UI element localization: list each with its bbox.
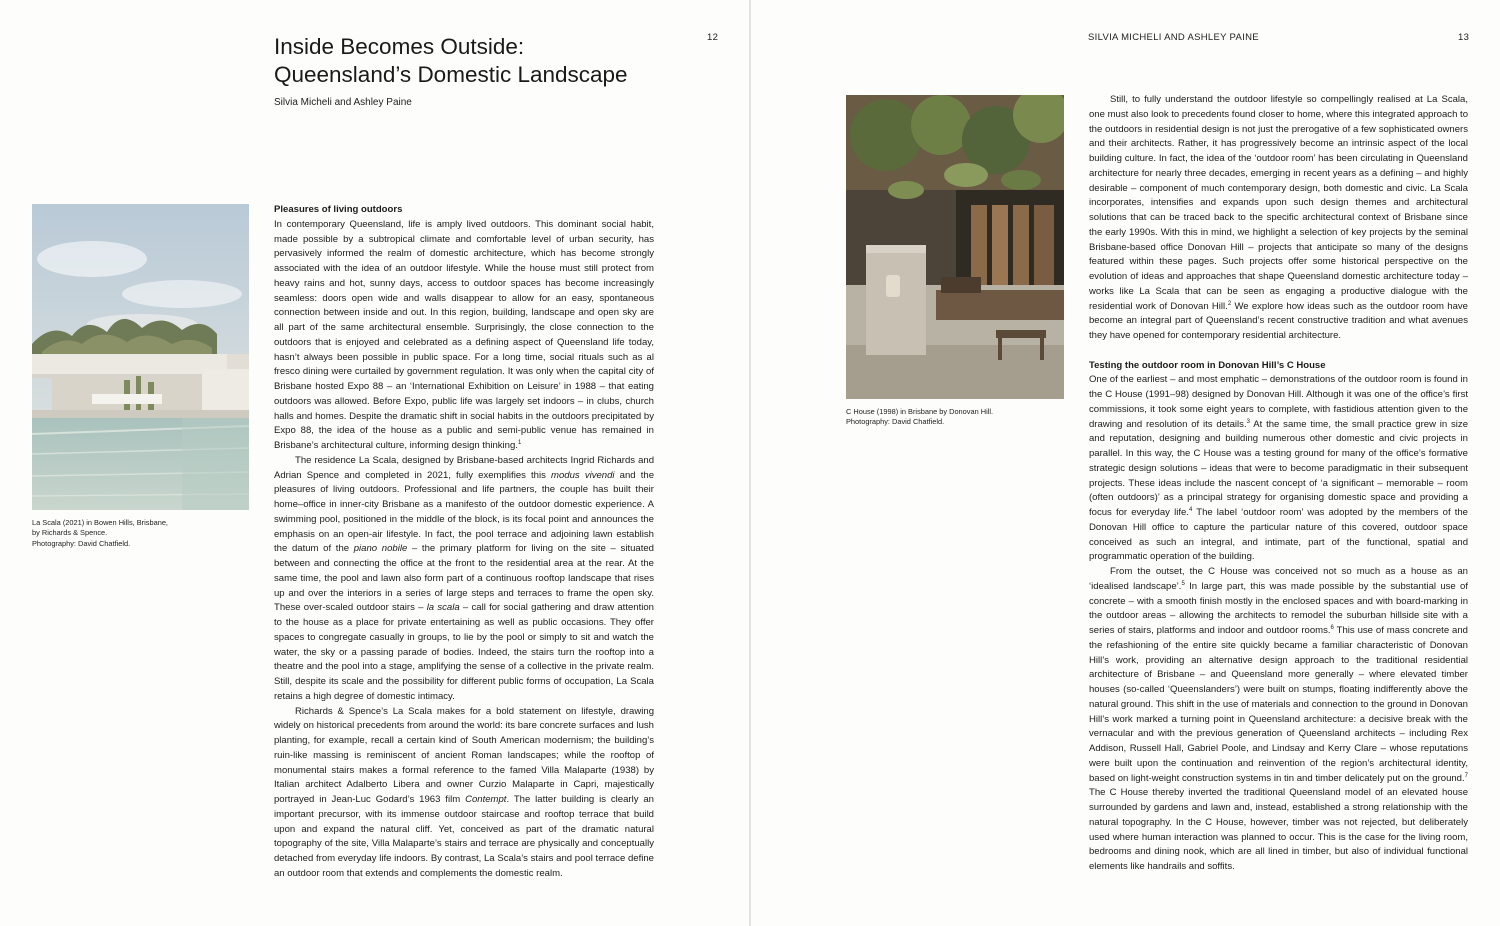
page-number-left: 12 bbox=[707, 32, 719, 43]
caption-line: C House (1998) in Brisbane by Donovan Hill. bbox=[846, 407, 994, 416]
caption-line: La Scala (2021) in Bowen Hills, Brisbane, bbox=[32, 518, 168, 527]
section-heading-c-house: Testing the outdoor room in Donovan Hill’s C House bbox=[1089, 359, 1326, 371]
la-scala-photo bbox=[32, 204, 249, 510]
title-line-1: Inside Becomes Outside: bbox=[274, 34, 525, 59]
paragraph: One of the earliest – and most emphatic – demonstrations of the outdoor room is found in the C House (1991–98) designed by Donovan Hill. Although it was one of the office’s first commissions, it took some eight years to complete, with fastidious attention given to the drawing and resolution of its details.$^3$ At the same time, the small practice grew in size and reputation, designing and building numerous other domestic and civic projects in parallel. In this way, the C House was a testing ground for many of the office’s formative strategic design solutions – ideas that were to become paradigmatic in their subsequent projects. These ideas include the nascent concept of ‘a significant – memorable – room (often outdoors)’ as a principal strategy for organising domestic space and providing a focus for everyday life.$^4$ The label ‘outdoor room’ was adopted by the members of the Donovan Hill office to capture the particular nature of this covered, outdoor space conceived as such an integral, and intimate, part of the functional, spatial and programmatic operation of the building. bbox=[1089, 374, 1468, 563]
c-house-illustration bbox=[846, 95, 1064, 399]
paragraph: In contemporary Queensland, life is amply lived outdoors. This dominant social habit, made possible by a subtropical climate and comfortable level of urban security, has pervasively informed the realm of domestic architecture, which has become strongly associated with the idea of an outdoor lifestyle. While the house must still protect from heavy rains and hot, sunny days, access to outdoor spaces has become increasingly seamless: doors open wide and walls disappear to allow for an easy, spontaneous connection between inside and out. In this region, building, landscape and open sky are all part of the same architectural ensemble. Surprisingly, the close connection to the outdoors that is enjoyed and celebrated as a defining aspect of Queensland life today, hasn’t always been possible in public space. For a long time, social rituals such as al fresco dining were curtailed by government regulation. It was only when the capital city of Brisbane hosted Expo 88 – an ‘International Exhibition on Leisure’ in 1988 – that eating outdoors was allowed. Before Expo, public life was largely set indoors – in clubs, church halls and homes. Despite the dramatic shift in social habits in the outdoors precipitated by Expo 88, the idea of the house as a public and semi-public venue has remained in Brisbane’s architectural culture, informing design thinking.$^1$ bbox=[274, 218, 654, 451]
la-scala-illustration bbox=[32, 204, 249, 510]
left-page bbox=[0, 0, 749, 926]
paragraph: From the outset, the C House was conceived not so much as a house as an ‘idealised landscape’.$^5$ In large part, this was made possible by the substantial use of concrete – with a smooth finish mostly in the enclosed spaces and with board-marking in the outdoor areas – allowing the architects to remodel the suburban hillside site with a series of stairs, platforms and indoor and outdoor rooms.$^6$ This use of mass concrete and the refashioning of the entire site quickly became a familiar characteristic of Donovan Hill’s work, providing an alternative design approach to the traditional residential architecture of Brisbane – and Queensland more generally – where elevated timber houses (so-called ‘Queenslanders’) were built on stumps, floating indifferently above the natural ground. This shift in the use of materials and connection to the ground in Donovan Hill’s work marked a turning point in Queensland architecture: a decisive break with the vernacular and with the previous generation of Queensland architects – including Rex Addison, Russell Hall, Gabriel Poole, and Lindsay and Kerry Clare – whose reputations were built upon the continuation and reinvention of the region’s architectural identity, based on light-weight construction systems in tin and timber delicately put on the ground.$^7$ The C House thereby inverted the traditional Queensland model of an elevated house surrounded by gardens and lawn and, instead, established a strong relationship with the natural topography. In the C House, however, timber was not rejected, but deliberately used where human interaction was planned to occur. This is the case for the living room, bedrooms and dining nook, which are all lined in timber, but also of individual functional elements like handrails and soffits. bbox=[1089, 566, 1469, 872]
footnote-ref: 2 bbox=[1227, 300, 1232, 307]
page-number-right: 13 bbox=[1458, 32, 1470, 43]
byline: Silvia Micheli and Ashley Paine bbox=[274, 97, 412, 108]
c-house-caption bbox=[846, 407, 1066, 428]
footnote-ref: 7 bbox=[1464, 772, 1468, 779]
footnote-ref: 6 bbox=[1330, 624, 1334, 631]
footnote-ref: 4 bbox=[1188, 506, 1193, 513]
article-title bbox=[274, 33, 704, 89]
caption-line: Photography: David Chatfield. bbox=[846, 417, 945, 427]
left-body-column bbox=[274, 203, 654, 882]
footnote-ref: 5 bbox=[1181, 580, 1185, 587]
caption-line: Photography: David Chatfield. bbox=[32, 538, 131, 548]
right-page bbox=[751, 0, 1500, 926]
running-head: SILVIA MICHELI AND ASHLEY PAINE bbox=[1088, 32, 1259, 43]
caption-line: by Richards & Spence. bbox=[32, 528, 108, 538]
c-house-photo bbox=[846, 95, 1064, 399]
right-body-column bbox=[1089, 93, 1468, 875]
paragraph: The residence La Scala, designed by Brisbane-based architects Ingrid Richards and Adrian Spence and completed in 2021, fully exemplifies this modus vivendi and the pleasures of living outdoors. Professional and life partners, the couple has built their home–office in inner-city Brisbane as a manifesto of the outdoor domestic experience. A swimming pool, positioned in the middle of the block, is its focal point and announces the emphasis on an open-air lifestyle. In fact, the pool terrace and adjoining lawn establish the datum of the piano nobile – the primary platform for living on the site – situated between and connecting the office at the front to the residential area at the rear. At the same time, the pool and lawn also form part of a continuous rooftop landscape that rises up and over the interiors in a series of large steps and terraces to frame the open sky. These over-scaled outdoor stairs – la scala – call for social gathering and draw attention to the house as a place for private entertaining as well as public occasions. They offer spaces to congregate casually in groups, to lie by the pool or simply to sit and watch the water, the sky or a passing parade of bodies. Indeed, the stairs turn the rooftop into a theatre and the pool into a stage, amplifying the sense of a collective in the private realm. Still, despite its scale and the possibility for different public forms of occupation, La Scala retains a high degree of domestic intimacy. bbox=[274, 454, 655, 702]
paragraph: Richards & Spence’s La Scala makes for a bold statement on lifestyle, drawing widely on historical precedents from around the world: its bare concrete surfaces and lush planting, for example, recall a certain kind of South American modernism; the building’s ruin-like massing is reminiscent of ancient Roman landscapes; while the rooftop of monumental stairs makes a formal reference to the famed Villa Malaparte (1938) by Italian architect Adalberto Libera and owner Curzio Malaparte in Capri, majestically portrayed in Jean-Luc Godard’s 1963 film Contempt. The latter building is clearly an important precursor, with its immense outdoor staircase and rooftop terrace that build upon and expand the natural cliff. Yet, conceived as part of the dramatic natural topography of the site, Villa Malaparte’s stairs and terrace are physically and conceptually detached from everyday life indoors. By contrast, La Scala’s stairs and pool terrace define an outdoor room that extends and complements the domestic realm. bbox=[274, 705, 654, 879]
title-line-2: Queensland’s Domestic Landscape bbox=[274, 62, 628, 87]
footnote-ref: 3 bbox=[1246, 418, 1250, 425]
section-heading-pleasures: Pleasures of living outdoors bbox=[274, 204, 403, 215]
footnote-ref: 1 bbox=[517, 439, 522, 446]
paragraph: Still, to fully understand the outdoor lifestyle so compellingly realised at La Scala, one must also look to precedents found closer to home, where this integrated approach to the outdoors in residential design is not just the prerogative of a few sophisticated owners and their architects. Rather, it has progressively become an intrinsic aspect of the local building culture. In fact, the idea of the ‘outdoor room’ has been circulating in Queensland architecture for nearly three decades, emerging in recent years as a defining – and highly desirable – component of much contemporary design, both domestic and civic. La Scala incorporates, intensifies and expands upon such design themes and architectural solutions that can be traced back to the specific architectural context of Brisbane since the early 1990s. With this in mind, we highlight a selection of key projects by the seminal Brisbane-based office Donovan Hill – projects that anticipate so many of the designs featured within these pages. Such projects offer some historical perspective on the evolution of ideas and approaches that shape Queensland domestic architecture today – works like La Scala that can be seen as engaging a productive dialogue with the residential work of Donovan Hill.$^2$ We explore how ideas such as the outdoor room have become an integral part of Queensland’s recent constructive tradition and what avenues they have opened for contemporary residential architecture. bbox=[1089, 94, 1468, 341]
la-scala-caption bbox=[32, 518, 232, 549]
